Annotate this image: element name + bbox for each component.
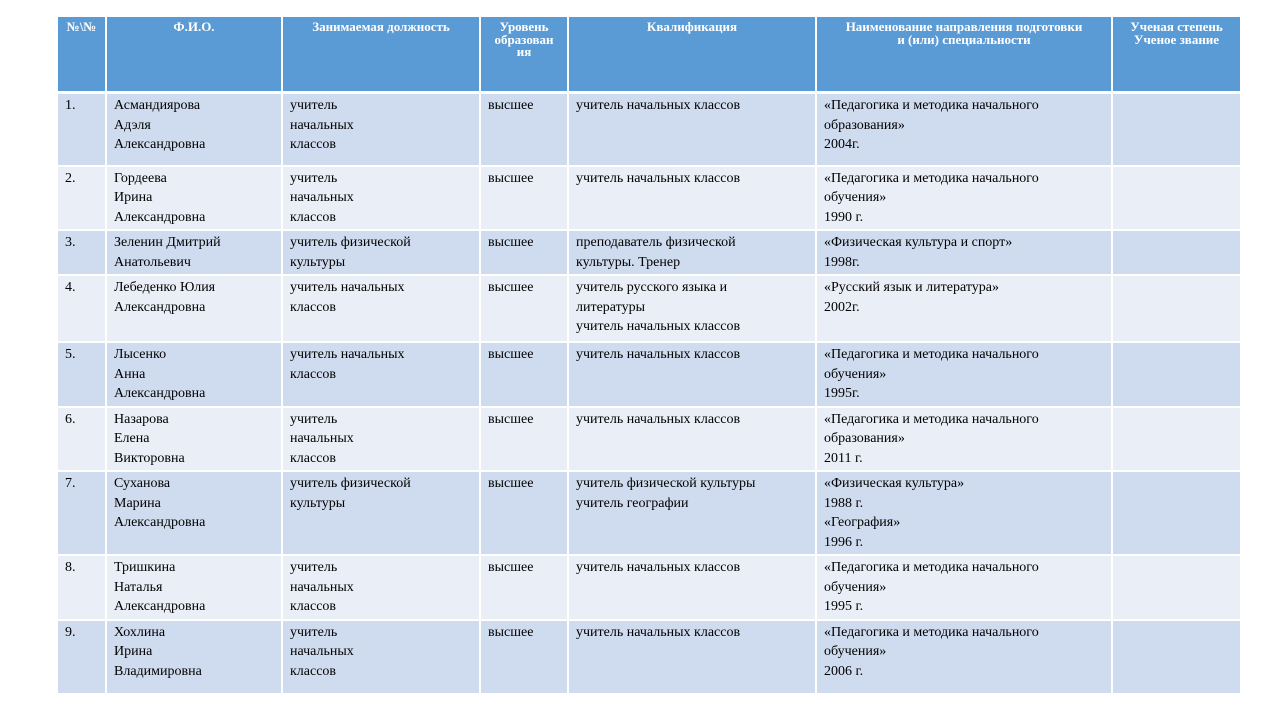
row-qualification-cell: учитель начальных классов <box>568 166 816 231</box>
row-degree-cell <box>1112 230 1241 275</box>
row-specialty-cell: «Педагогика и методика начального обучения» 2006 г. <box>816 620 1112 694</box>
row-position-cell: учитель физической культуры <box>282 471 480 555</box>
row-level-cell: высшее <box>480 471 568 555</box>
row-level-cell: высшее <box>480 407 568 472</box>
row-specialty-cell: «Физическая культура» 1988 г. «География» 1996 г. <box>816 471 1112 555</box>
row-degree-cell <box>1112 166 1241 231</box>
table-row <box>57 342 1241 407</box>
row-qualification-cell: учитель начальных классов <box>568 93 816 166</box>
row-position-cell: учитель начальных классов <box>282 620 480 694</box>
row-position-cell: учитель начальных классов <box>282 342 480 407</box>
row-degree-cell <box>1112 407 1241 472</box>
row-num-cell: 4. <box>57 275 106 342</box>
row-level-cell: высшее <box>480 166 568 231</box>
header-specialty: Наименование направления подготовки и (или) специальности <box>816 16 1112 93</box>
table-row <box>57 230 1241 275</box>
row-degree-cell <box>1112 620 1241 694</box>
table-row <box>57 620 1241 694</box>
row-specialty-cell: «Педагогика и методика начального образования» 2011 г. <box>816 407 1112 472</box>
row-qualification-cell: учитель русского языка и литературы учитель начальных классов <box>568 275 816 342</box>
header-education-level: Уровень образован ия <box>480 16 568 93</box>
row-num-cell: 3. <box>57 230 106 275</box>
table-row <box>57 275 1241 342</box>
table-row <box>57 93 1241 166</box>
row-level-cell: высшее <box>480 555 568 620</box>
header-position: Занимаемая должность <box>282 16 480 93</box>
row-num-cell: 7. <box>57 471 106 555</box>
row-qualification-cell: преподаватель физической культуры. Тренер <box>568 230 816 275</box>
row-num-cell: 6. <box>57 407 106 472</box>
header-degree: Ученая степень Ученое звание <box>1112 16 1241 93</box>
row-level-cell: высшее <box>480 275 568 342</box>
header-num: №\№ <box>57 16 106 93</box>
table-row <box>57 407 1241 472</box>
row-specialty-cell: «Физическая культура и спорт» 1998г. <box>816 230 1112 275</box>
header-qualification: Квалификация <box>568 16 816 93</box>
row-position-cell: учитель начальных классов <box>282 93 480 166</box>
row-specialty-cell: «Педагогика и методика начального образования» 2004г. <box>816 93 1112 166</box>
row-fio-cell: Гордеева Ирина Александровна <box>106 166 282 231</box>
row-position-cell: учитель физической культуры <box>282 230 480 275</box>
row-num-cell: 8. <box>57 555 106 620</box>
row-level-cell: высшее <box>480 342 568 407</box>
staff-table <box>56 15 1242 695</box>
row-num-cell: 9. <box>57 620 106 694</box>
row-position-cell: учитель начальных классов <box>282 166 480 231</box>
row-position-cell: учитель начальных классов <box>282 407 480 472</box>
row-level-cell: высшее <box>480 93 568 166</box>
row-qualification-cell: учитель начальных классов <box>568 620 816 694</box>
row-fio-cell: Зеленин Дмитрий Анатольевич <box>106 230 282 275</box>
row-level-cell: высшее <box>480 230 568 275</box>
row-specialty-cell: «Педагогика и методика начального обучения» 1995 г. <box>816 555 1112 620</box>
table-row <box>57 555 1241 620</box>
row-specialty-cell: «Педагогика и методика начального обучения» 1995г. <box>816 342 1112 407</box>
row-position-cell: учитель начальных классов <box>282 555 480 620</box>
row-fio-cell: Хохлина Ирина Владимировна <box>106 620 282 694</box>
row-degree-cell <box>1112 93 1241 166</box>
row-specialty-cell: «Русский язык и литература» 2002г. <box>816 275 1112 342</box>
row-num-cell: 5. <box>57 342 106 407</box>
row-qualification-cell: учитель начальных классов <box>568 342 816 407</box>
row-degree-cell <box>1112 342 1241 407</box>
row-qualification-cell: учитель начальных классов <box>568 555 816 620</box>
row-qualification-cell: учитель начальных классов <box>568 407 816 472</box>
row-degree-cell <box>1112 555 1241 620</box>
row-fio-cell: Лысенко Анна Александровна <box>106 342 282 407</box>
row-num-cell: 1. <box>57 93 106 166</box>
row-fio-cell: Назарова Елена Викторовна <box>106 407 282 472</box>
table-row <box>57 166 1241 231</box>
row-position-cell: учитель начальных классов <box>282 275 480 342</box>
row-level-cell: высшее <box>480 620 568 694</box>
header-fio: Ф.И.О. <box>106 16 282 93</box>
row-fio-cell: Тришкина Наталья Александровна <box>106 555 282 620</box>
row-num-cell: 2. <box>57 166 106 231</box>
table-row <box>57 471 1241 555</box>
table-header-row <box>57 16 1241 93</box>
row-specialty-cell: «Педагогика и методика начального обучения» 1990 г. <box>816 166 1112 231</box>
row-fio-cell: Асмандиярова Адэля Александровна <box>106 93 282 166</box>
row-fio-cell: Суханова Марина Александровна <box>106 471 282 555</box>
row-degree-cell <box>1112 275 1241 342</box>
row-qualification-cell: учитель физической культуры учитель географии <box>568 471 816 555</box>
row-fio-cell: Лебеденко Юлия Александровна <box>106 275 282 342</box>
row-degree-cell <box>1112 471 1241 555</box>
